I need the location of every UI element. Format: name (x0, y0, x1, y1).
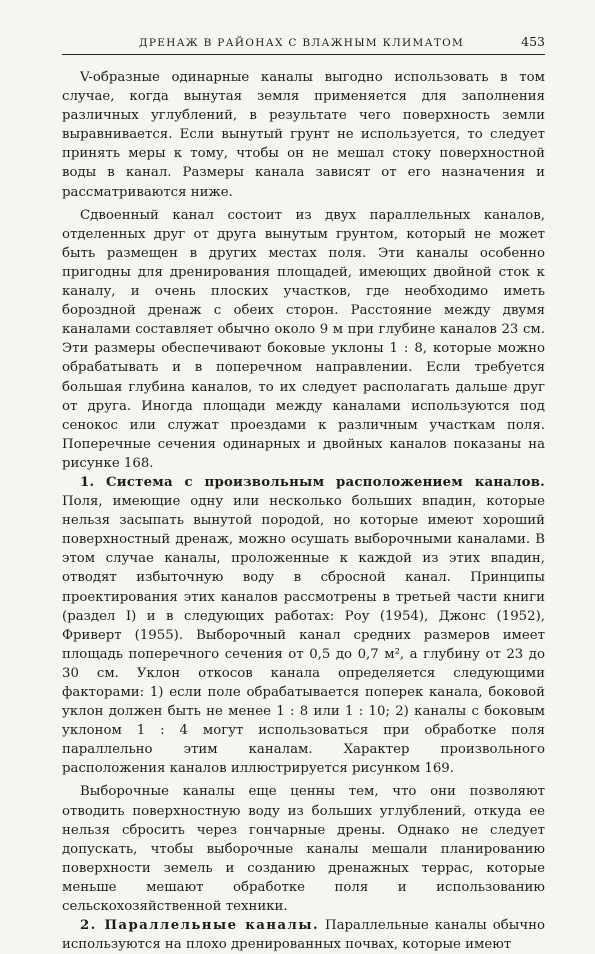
paragraph-selective-channels: Выборочные каналы еще ценны тем, что они позволяют отводить поверхностную воду из больших углублений, откуда ее нельзя сбросить через гончарные дрены. Однако не следует допускать, чтобы выборочные каналы мешали планированию поверхности земель и созданию дренажных террас, которые меньше мешают обработке поля и использованию сельскохозяйственной техники. (62, 784, 545, 915)
paragraph-random-system (62, 473, 545, 779)
paragraph-double-channel: Сдвоенный канал состоит из двух параллельных каналов, отделенных друг от друга вынутым грунтом, который не может быть размещен в других местах поля. Эти каналы особенно пригодны для дренирования площадей, имеющих двойной сток к каналу, и очень плоских участков, где необходимо иметь бороздной дренаж с обеих сторон. Расстояние между двумя каналами составляет обычно около 9 м при глубине каналов 23 см. Эти размеры обеспечивают боковые уклоны 1 : 8, которые можно обрабатывать и в поперечном направлении. Если требуется большая глубина каналов, то их следует располагать дальше друг от друга. Иногда площади между каналами используются под сенокос или служат проездами к различным участкам поля. Поперечные сечения одинарных и двойных каналов показаны на рисунке 168. (62, 207, 545, 471)
section-text-parallel-channels: Параллельные каналы обычно используются на плохо дренированных почвах, которые имеют (62, 918, 545, 953)
running-header-title: ДРЕНАЖ В РАЙОНАХ С ВЛАЖНЫМ КЛИМАТОМ (139, 37, 465, 49)
page-number: 453 (521, 34, 545, 49)
section-heading-random-system: 1. Система с произвольным расположением каналов. (80, 474, 545, 490)
paragraph-v-shaped-channels: V-образные одинарные каналы выгодно использовать в том случае, когда вынутая земля применяется для заполнения различных углублений, в результате чего поверхность земли выравнивается. Если вынутый грунт не используется, то следует принять меры к тому, чтобы он не мешал стоку поверхностной воды в канал. Размеры канала зависят от его назначения и рассматриваются ниже. (62, 70, 545, 200)
section-text-random-system: Поля, имеющие одну или несколько больших впадин, которые нельзя засыпать вынутой породой, но которые имеют хороший поверхностный дренаж, можно осушать выборочными каналами. В этом случае каналы, проложенные к каждой из этих впадин, отводят избыточную воду в сбросной канал. Принципы проектирования этих каналов рассмотрены в третьей части книги (раздел I) и в следующих работах: Роу (1954), Джонс (1952), Фриверт (1955). Выборочный канал средних размеров имеет площадь поперечного сечения от 0,5 до 0,7 м², а глубину от 23 до 30 см. Уклон откосов канала определяется следующими факторами: 1) если поле обрабатывается поперек канала, боковой уклон должен быть не менее 1 : 8 или 1 : 10; 2) каналы с боковым уклоном 1 : 4 могут использоваться при обработке поля параллельно этим каналам. Характер произвольного расположения каналов иллюстрируется рисунком 169. (62, 494, 545, 777)
running-header (62, 34, 545, 55)
section-heading-parallel-channels: 2. Параллельные каналы. (80, 918, 319, 934)
paragraph-parallel-channels (62, 916, 545, 954)
